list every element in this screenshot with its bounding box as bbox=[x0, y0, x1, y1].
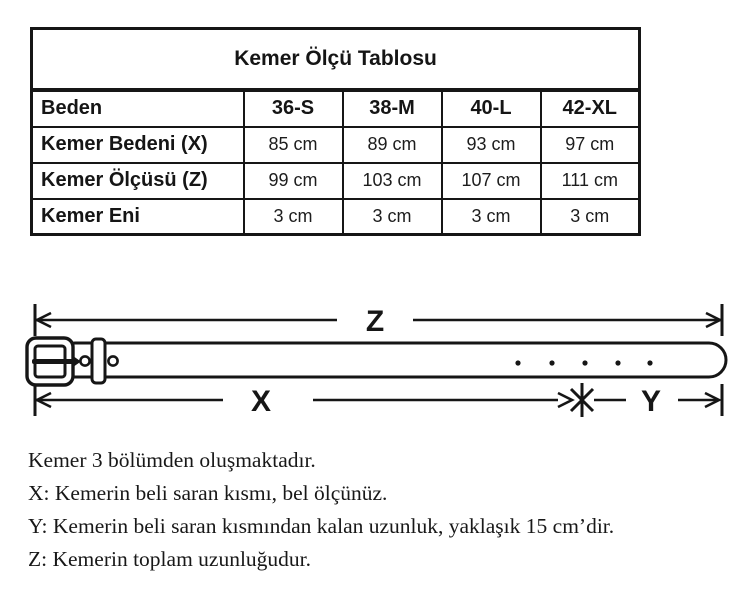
size-table bbox=[30, 27, 641, 236]
column-header-40l: 40-L bbox=[442, 90, 541, 127]
table-title-row bbox=[32, 29, 640, 90]
table-cell: 97 cm bbox=[541, 127, 640, 163]
belt-dot bbox=[549, 360, 554, 365]
table-cell: 107 cm bbox=[442, 163, 541, 199]
table-title: Kemer Ölçü Tablosu bbox=[32, 29, 640, 90]
note-x: X: Kemerin beli saran kısmı, bel ölçünüz. bbox=[28, 481, 388, 505]
label-x-waist-part: X bbox=[250, 385, 272, 418]
table-cell: 3 cm bbox=[541, 199, 640, 235]
note-y: Y: Kemerin beli saran kısmından kalan uzunluk, yaklaşık 15 cm’dir. bbox=[28, 514, 615, 538]
table-cell: 93 cm bbox=[442, 127, 541, 163]
belt-hole bbox=[108, 356, 117, 365]
row-label: Kemer Eni bbox=[32, 199, 244, 235]
belt-dot bbox=[515, 360, 520, 365]
table-header-row bbox=[32, 90, 640, 127]
arrowhead-right-icon bbox=[558, 393, 572, 407]
belt-measurement-diagram bbox=[0, 280, 756, 430]
row-label: Kemer Ölçüsü (Z) bbox=[32, 163, 244, 199]
label-y-remainder: Y bbox=[640, 385, 662, 418]
column-header-36s: 36-S bbox=[244, 90, 343, 127]
table-row-belt-width bbox=[32, 199, 640, 235]
table-cell: 103 cm bbox=[343, 163, 442, 199]
label-z-total-length: Z bbox=[365, 305, 385, 338]
table-row-belt-size-x bbox=[32, 127, 640, 163]
table-row-belt-measure-z bbox=[32, 163, 640, 199]
header-row-label: Beden bbox=[32, 90, 244, 127]
column-header-38m: 38-M bbox=[343, 90, 442, 127]
belt-strap bbox=[58, 343, 726, 377]
belt-dot bbox=[582, 360, 587, 365]
table-cell: 99 cm bbox=[244, 163, 343, 199]
belt-size-table bbox=[30, 27, 641, 236]
note-intro: Kemer 3 bölümden oluşmaktadır. bbox=[28, 448, 316, 472]
note-z: Z: Kemerin toplam uzunluğudur. bbox=[28, 547, 312, 571]
table-cell: 3 cm bbox=[244, 199, 343, 235]
column-header-42xl: 42-XL bbox=[541, 90, 640, 127]
table-cell: 111 cm bbox=[541, 163, 640, 199]
row-label: Kemer Bedeni (X) bbox=[32, 127, 244, 163]
belt-keeper-loop bbox=[92, 339, 105, 383]
table-cell: 3 cm bbox=[442, 199, 541, 235]
measurement-notes bbox=[28, 444, 748, 576]
belt-hole bbox=[80, 356, 89, 365]
table-cell: 85 cm bbox=[244, 127, 343, 163]
table-cell: 89 cm bbox=[343, 127, 442, 163]
x-dimension-line bbox=[35, 384, 572, 416]
belt-dot bbox=[615, 360, 620, 365]
table-cell: 3 cm bbox=[343, 199, 442, 235]
belt-dot bbox=[647, 360, 652, 365]
